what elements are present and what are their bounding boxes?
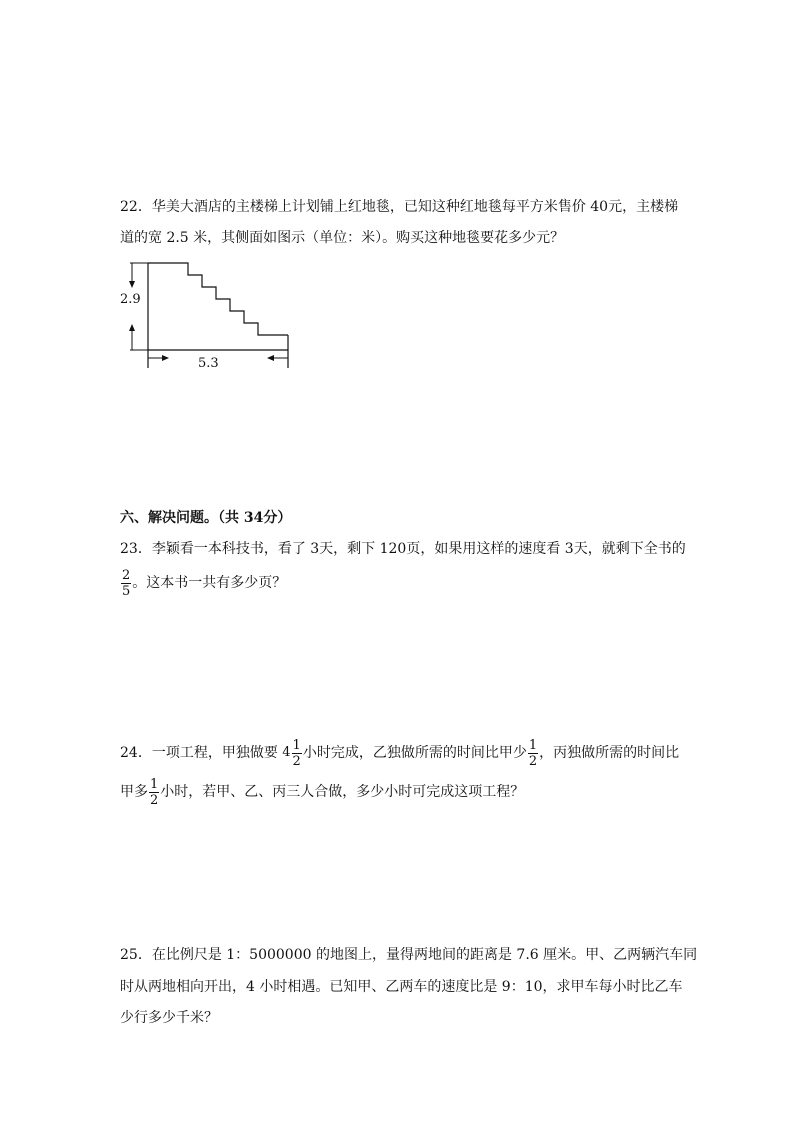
mixed-number-fraction <box>292 739 302 768</box>
fraction-denominator: 2 <box>150 792 159 808</box>
fraction-denominator: 2 <box>528 753 538 769</box>
fraction-denominator: 2 <box>292 753 301 769</box>
q24-text-a: 24．一项工程，甲独做要 <box>120 745 283 761</box>
staircase-figure <box>112 255 302 375</box>
q24-text-c: ，丙独做所需的时间比 <box>539 745 680 761</box>
q24-text-e: 小时，若甲、乙、丙三人合做，多少小时可完成这项工程？ <box>160 784 525 800</box>
q23-line-2 <box>120 568 684 598</box>
height-label: 2.9 <box>120 292 141 307</box>
fraction-half <box>528 739 538 768</box>
fraction-numerator: 1 <box>292 737 301 753</box>
fraction-numerator: 1 <box>528 737 538 753</box>
q22-line-1: 22．华美大酒店的主楼梯上计划铺上红地毯，已知这种红地毯每平方米售价 40元，主楼梯 <box>120 199 679 215</box>
q24-line-1 <box>120 737 684 769</box>
fraction-numerator: 2 <box>122 567 131 583</box>
q24-text-d: 甲多 <box>120 784 148 800</box>
q22-line-2: 道的宽 2.5 米，其侧面如图示（单位：米）。购买这种地毯要花多少元？ <box>120 230 565 246</box>
q25-line-1: 25．在比例尺是 1：5000000 的地图上，量得两地间的距离是 7.6 厘米。甲、乙两辆汽车同 <box>120 947 698 963</box>
q25-line-3: 少行多少千米？ <box>120 1010 218 1026</box>
mixed-number-whole: 4 <box>282 745 291 760</box>
q25-line-2: 时从两地相向开出，4 小时相遇。已知甲、乙两车的速度比是 9：10，求甲车每小时比乙车 <box>120 979 683 995</box>
fraction-two-fifths <box>121 569 131 598</box>
width-label: 5.3 <box>198 356 219 371</box>
fraction-numerator: 1 <box>150 776 159 792</box>
q23-line-1: 23．李颖看一本科技书，看了 3天，剩下 120页，如果用这样的速度看 3天，就剩下全书的 <box>120 541 686 557</box>
q24-line-2 <box>120 776 684 808</box>
q23-line-2-text: 。这本书一共有多少页？ <box>132 575 287 591</box>
section-title: 六、解决问题。（共 34分） <box>120 510 292 526</box>
fraction-half <box>149 778 159 807</box>
fraction-denominator: 5 <box>122 583 131 599</box>
q24-text-b: 小时完成，乙独做所需的时间比甲少 <box>302 745 527 761</box>
